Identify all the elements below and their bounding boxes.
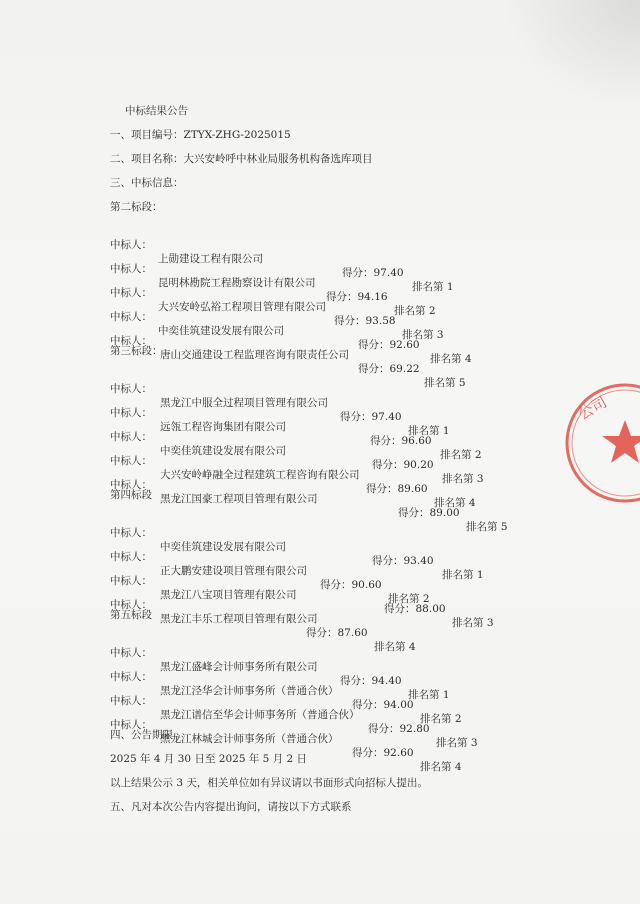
winner-label: 中标人： <box>110 311 152 323</box>
winner-label: 中标人： <box>110 599 152 611</box>
winner-label: 中标人： <box>110 575 152 587</box>
winner-rank: 排名第 4 <box>374 641 416 653</box>
winner-company: 唐山交通建设工程监理咨询有限责任公司 <box>160 349 349 361</box>
winner-score: 得分：90.60 <box>320 579 382 591</box>
winner-company: 大兴安岭峥融全过程建筑工程咨询有限公司 <box>160 469 360 481</box>
winner-rank: 排名第 3 <box>436 737 478 749</box>
project-name: 二、项目名称：大兴安岭呼中林业局服务机构备选库项目 <box>110 153 373 165</box>
section-4-heading: 第四标段 <box>110 489 152 501</box>
winner-company: 黑龙江盛峰会计师事务所有限公司 <box>160 661 318 673</box>
winner-rank: 排名第 2 <box>394 305 436 317</box>
winner-company: 正大鹏安建设项目管理有限公司 <box>160 565 307 577</box>
winner-rank: 排名第 1 <box>408 425 450 437</box>
winner-score: 得分：96.60 <box>370 435 432 447</box>
winner-score: 得分：94.16 <box>326 291 388 303</box>
winner-score: 得分：94.00 <box>352 699 414 711</box>
winner-company: 中奕佳筑建设发展有限公司 <box>158 325 284 337</box>
winner-label: 中标人： <box>110 263 152 275</box>
winner-rank: 排名第 5 <box>424 377 466 389</box>
winner-label: 中标人： <box>110 551 152 563</box>
winner-company: 中奕佳筑建设发展有限公司 <box>160 445 286 457</box>
winner-rank: 排名第 1 <box>442 569 484 581</box>
section-3-heading: 第三标段： <box>110 345 163 357</box>
winner-score: 得分：90.20 <box>372 459 434 471</box>
winner-label: 中标人： <box>110 647 152 659</box>
winner-rank: 排名第 1 <box>412 281 454 293</box>
winner-company: 黑龙江林城会计师事务所（普通合伙） <box>160 733 339 745</box>
winner-company: 中奕佳筑建设发展有限公司 <box>160 541 286 553</box>
winner-rank: 排名第 2 <box>420 713 462 725</box>
winner-score: 得分：89.60 <box>366 483 428 495</box>
winner-label: 中标人： <box>110 431 152 443</box>
winner-rank: 排名第 4 <box>430 353 472 365</box>
publicity-text: 以上结果公示 3 天，相关单位如有异议请以书面形式向招标人提出。 <box>110 777 428 789</box>
winner-info-heading: 三、中标信息： <box>110 177 184 189</box>
scan-shadow <box>500 0 640 110</box>
winner-score: 得分：97.40 <box>340 411 402 423</box>
winner-company: 黑龙江八宝项目管理有限公司 <box>160 589 297 601</box>
winner-label: 中标人： <box>110 479 152 491</box>
period-dates: 2025 年 4 月 30 日至 2025 年 5 月 2 日 <box>110 753 308 765</box>
winner-company: 黑龙江丰乐工程项目管理有限公司 <box>160 613 318 625</box>
contact-heading: 五、凡对本次公告内容提出询问，请按以下方式联系 <box>110 801 352 813</box>
winner-score: 得分：93.40 <box>372 555 434 567</box>
winner-score: 得分：69.22 <box>358 363 420 375</box>
section-2-heading: 第二标段： <box>110 201 163 213</box>
winner-label: 中标人： <box>110 527 152 539</box>
winner-label: 中标人： <box>110 287 152 299</box>
winner-company: 昆明林勘院工程勘察设计有限公司 <box>158 277 316 289</box>
winner-label: 中标人： <box>110 335 152 347</box>
winner-rank: 排名第 1 <box>408 689 450 701</box>
winner-rank: 排名第 3 <box>452 617 494 629</box>
winner-company: 黑龙江中服全过程项目管理有限公司 <box>160 397 328 409</box>
winner-label: 中标人： <box>110 407 152 419</box>
winner-company: 上勋建设工程有限公司 <box>158 253 263 265</box>
winner-label: 中标人： <box>110 719 152 731</box>
winner-score: 得分：88.00 <box>384 603 446 615</box>
winner-company: 黑龙江谱信至华会计师事务所（普通合伙） <box>160 709 360 721</box>
winner-company: 黑龙江国豪工程项目管理有限公司 <box>160 493 318 505</box>
winner-rank: 排名第 3 <box>442 473 484 485</box>
winner-company: 大兴安岭弘裕工程项目管理有限公司 <box>158 301 326 313</box>
winner-company: 黑龙江泾华会计师事务所（普通合伙） <box>160 685 339 697</box>
winner-rank: 排名第 2 <box>440 449 482 461</box>
notice-title: 中标结果公告 <box>125 105 188 117</box>
winner-score: 得分：92.60 <box>358 339 420 351</box>
winner-score: 得分：92.60 <box>352 747 414 759</box>
winner-score: 得分：94.40 <box>340 675 402 687</box>
stamp-text: 公司 <box>575 392 610 424</box>
period-heading: 四、公告期限 <box>110 729 173 741</box>
red-seal-stamp <box>560 378 640 508</box>
winner-rank: 排名第 3 <box>402 329 444 341</box>
winner-rank: 排名第 2 <box>388 593 430 605</box>
winner-rank: 排名第 5 <box>466 521 508 533</box>
winner-score: 得分：87.60 <box>306 627 368 639</box>
winner-score: 得分：97.40 <box>342 267 404 279</box>
winner-rank: 排名第 4 <box>434 497 476 509</box>
star-icon <box>602 420 640 463</box>
winner-score: 得分：93.58 <box>334 315 396 327</box>
winner-score: 得分：89.00 <box>398 507 460 519</box>
section-5-heading: 第五标段 <box>110 609 152 621</box>
winner-label: 中标人： <box>110 383 152 395</box>
winner-rank: 排名第 4 <box>420 761 462 773</box>
winner-company: 远瓴工程咨询集团有限公司 <box>160 421 286 433</box>
winner-score: 得分：92.80 <box>368 723 430 735</box>
winner-label: 中标人： <box>110 455 152 467</box>
winner-label: 中标人： <box>110 695 152 707</box>
winner-label: 中标人： <box>110 671 152 683</box>
project-number: 一、项目编号：ZTYX-ZHG-2025015 <box>110 129 291 141</box>
winner-label: 中标人： <box>110 239 152 251</box>
